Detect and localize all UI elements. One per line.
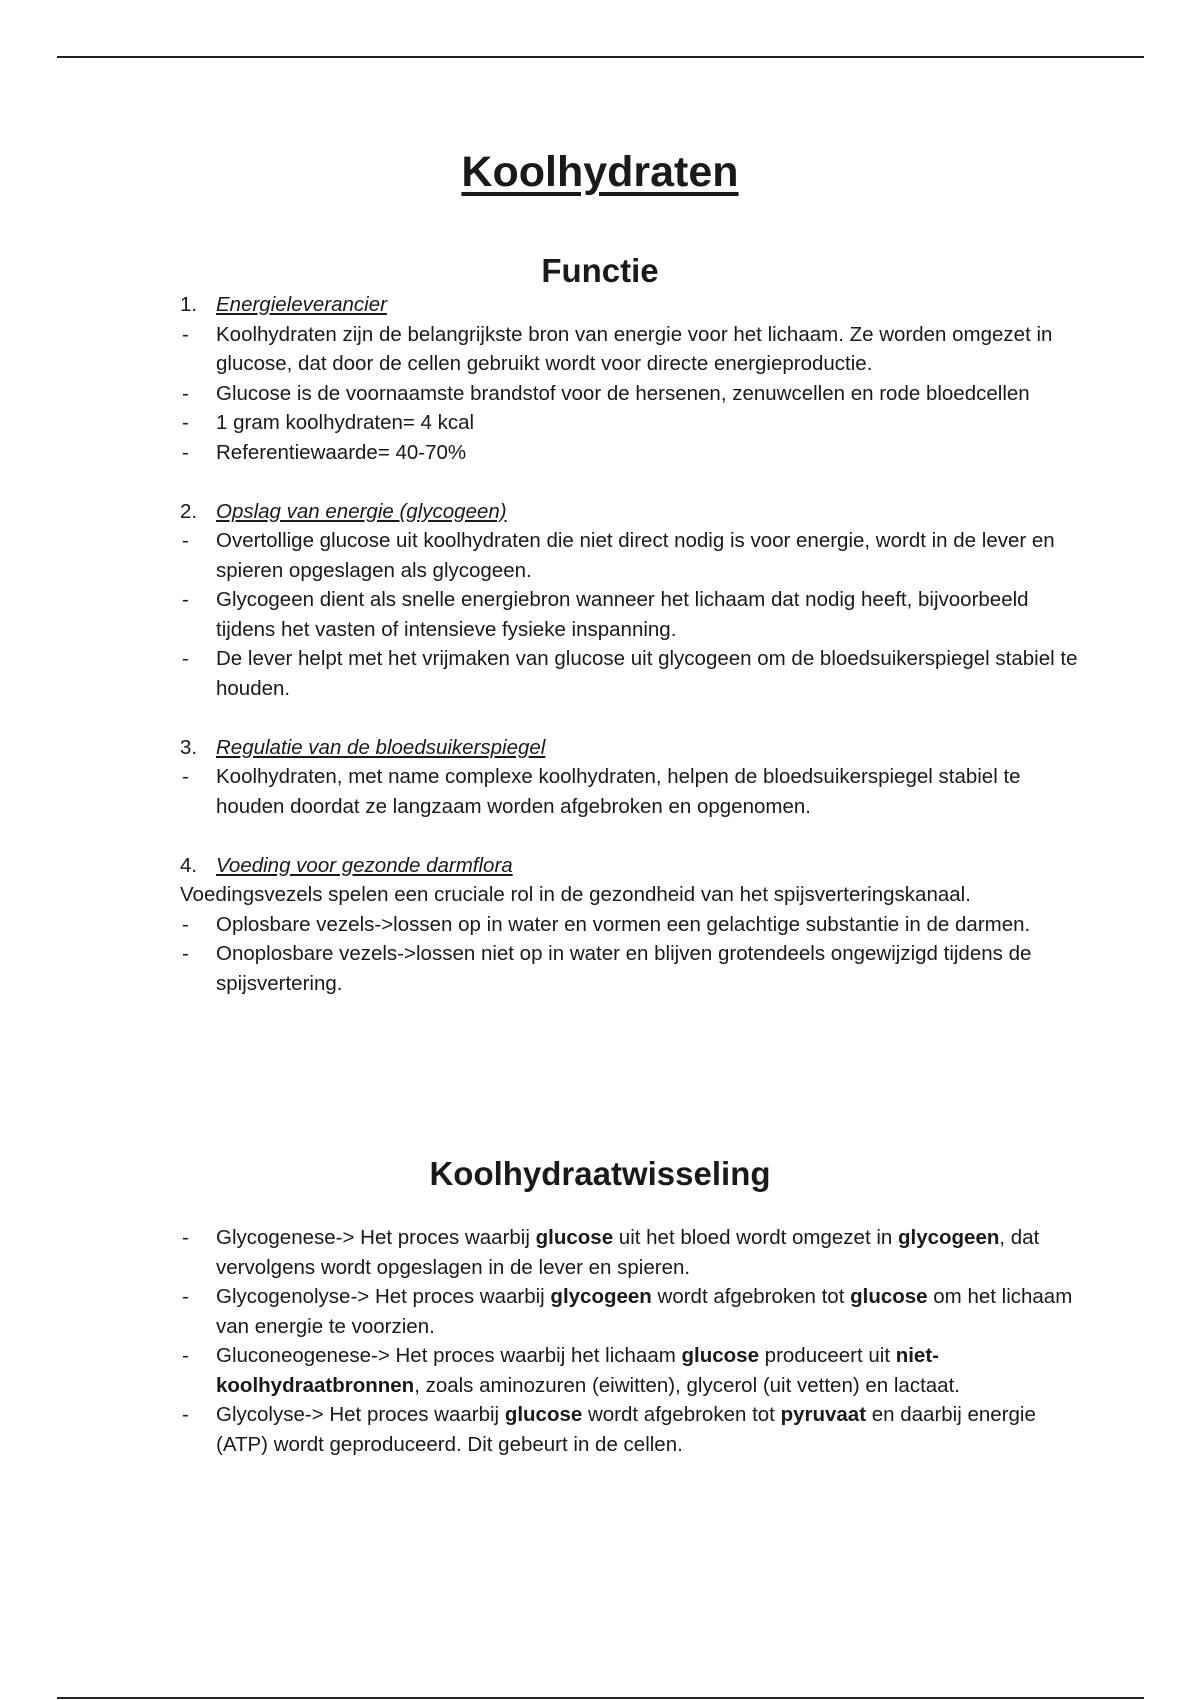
bullet-text: De lever helpt met het vrijmaken van glucose uit glycogeen om de bloedsuikerspiegel stabiel te houden. xyxy=(216,647,1078,700)
functie-heading: Functie xyxy=(541,252,659,289)
bullet-text: Overtollige glucose uit koolhydraten die niet direct nodig is voor energie, wordt in de lever en spieren opgeslagen als glycogeen. xyxy=(216,529,1055,582)
section-title: Voeding voor gezonde darmflora xyxy=(216,853,513,877)
bold-term: niet-koolhydraatbronnen xyxy=(216,1344,939,1397)
section-number: 4. xyxy=(180,853,198,877)
text: wordt afgebroken tot xyxy=(582,1403,781,1426)
bullet-marker: - xyxy=(182,381,189,405)
bullet-text: 1 gram koolhydraten= 4 kcal xyxy=(216,411,475,434)
section-title: Opslag van energie (glycogeen) xyxy=(216,499,507,523)
bullet-marker: - xyxy=(182,411,189,434)
bullet-text: Koolhydraten, met name complexe koolhydraten, helpen de bloedsuikerspiegel stabiel te houden doordat ze langzaam worden afgebroken en opgenomen. xyxy=(216,765,1021,818)
list-item xyxy=(180,910,1080,940)
bold-term: glycogeen xyxy=(550,1285,652,1308)
text: Glycogenese-> Het proces waarbij xyxy=(216,1226,536,1249)
bold-term: glucose xyxy=(850,1285,928,1308)
section-title: Regulatie van de bloedsuikerspiegel xyxy=(216,735,546,759)
text: , dat vervolgens wordt opgeslagen in de lever en spieren. xyxy=(216,1226,1040,1279)
text: produceert uit xyxy=(758,1344,896,1367)
bold-term: glucose xyxy=(681,1344,759,1367)
bold-term: pyruvaat xyxy=(780,1403,867,1426)
bold-term: glucose xyxy=(504,1403,583,1426)
text: wordt afgebroken tot xyxy=(651,1285,851,1308)
list-item xyxy=(180,320,1080,379)
bullet-marker: - xyxy=(182,942,189,965)
bullet-marker: - xyxy=(182,322,189,346)
text: en daarbij energie (ATP) wordt geproduceerd. Dit gebeurt in de cellen. xyxy=(216,1403,1036,1456)
bullet-text: Oplosbare vezels->lossen op in water en vormen een gelachtige substantie in de darmen. xyxy=(216,912,1031,936)
list-item xyxy=(180,762,1080,821)
list-item xyxy=(180,379,1080,409)
section-number: 1. xyxy=(180,293,198,316)
section-title: Energieleverancier xyxy=(216,293,387,316)
bold-term: glucose xyxy=(535,1226,614,1249)
bullet-marker: - xyxy=(182,765,189,788)
text: om het lichaam van energie te voorzien. xyxy=(216,1285,1073,1338)
list-item xyxy=(180,526,1080,585)
bullet-text: Koolhydraten zijn de belangrijkste bron van energie voor het lichaam. Ze worden omgezet in glucose, dat door de cellen gebruikt wordt voor directe energieproductie. xyxy=(216,322,1053,375)
list-item xyxy=(180,644,1080,703)
bullet-marker: - xyxy=(182,529,189,552)
text: Gluconeogenese-> Het proces waarbij het lichaam xyxy=(216,1344,682,1367)
bullet-marker: - xyxy=(182,912,189,936)
koolhydraatwisseling-heading: Koolhydraatwisseling xyxy=(429,1155,771,1192)
section-3-heading xyxy=(180,733,1080,763)
section-1-heading xyxy=(180,290,1080,320)
bullet-marker: - xyxy=(182,1226,189,1249)
functie-section xyxy=(180,290,1080,998)
bullet-marker: - xyxy=(182,440,189,464)
list-item xyxy=(180,1341,1080,1400)
page-title: Koolhydraten xyxy=(461,148,739,196)
list-item xyxy=(180,939,1080,998)
list-item xyxy=(180,1282,1080,1341)
list-item xyxy=(180,438,1080,468)
text: Glycogenolyse-> Het proces waarbij xyxy=(216,1285,551,1308)
bottom-rule xyxy=(57,1697,1144,1699)
bullet-text: Glucose is de voornaamste brandstof voor de hersenen, zenuwcellen en rode bloedcellen xyxy=(216,381,1030,405)
list-item xyxy=(180,1223,1080,1282)
section-4-heading xyxy=(180,851,1080,881)
bullet-marker: - xyxy=(182,1403,189,1426)
bullet-text: Referentiewaarde= 40-70% xyxy=(216,440,467,464)
bold-term: glycogeen xyxy=(897,1226,1000,1249)
bullet-marker: - xyxy=(182,1285,189,1308)
bullet-text: Glycogeen dient als snelle energiebron wanneer het lichaam dat nodig heeft, bijvoorbeeld tijdens het vasten of intensieve fysieke inspanning. xyxy=(216,588,1029,641)
bullet-marker: - xyxy=(182,647,189,670)
top-rule xyxy=(57,56,1144,58)
bullet-text: Onoplosbare vezels->lossen niet op in water en blijven grotendeels ongewijzigd tijdens de spijsvertering. xyxy=(216,942,1032,995)
text: uit het bloed wordt omgezet in xyxy=(613,1226,898,1249)
section-number: 2. xyxy=(180,499,198,523)
section-number: 3. xyxy=(180,735,198,759)
text: Glycolyse-> Het proces waarbij xyxy=(216,1403,505,1426)
section-intro: Voedingsvezels spelen een cruciale rol in de gezondheid van het spijsverteringskanaal. xyxy=(180,883,971,906)
section-2-heading xyxy=(180,497,1080,527)
text: , zoals aminozuren (eiwitten), glycerol (uit vetten) en lactaat. xyxy=(414,1373,960,1397)
list-item xyxy=(180,585,1080,644)
bullet-marker: - xyxy=(182,1344,189,1367)
koolhydraatwisseling-section xyxy=(180,1223,1080,1459)
list-item xyxy=(180,1400,1080,1459)
bullet-marker: - xyxy=(182,588,189,611)
list-item xyxy=(180,408,1080,438)
